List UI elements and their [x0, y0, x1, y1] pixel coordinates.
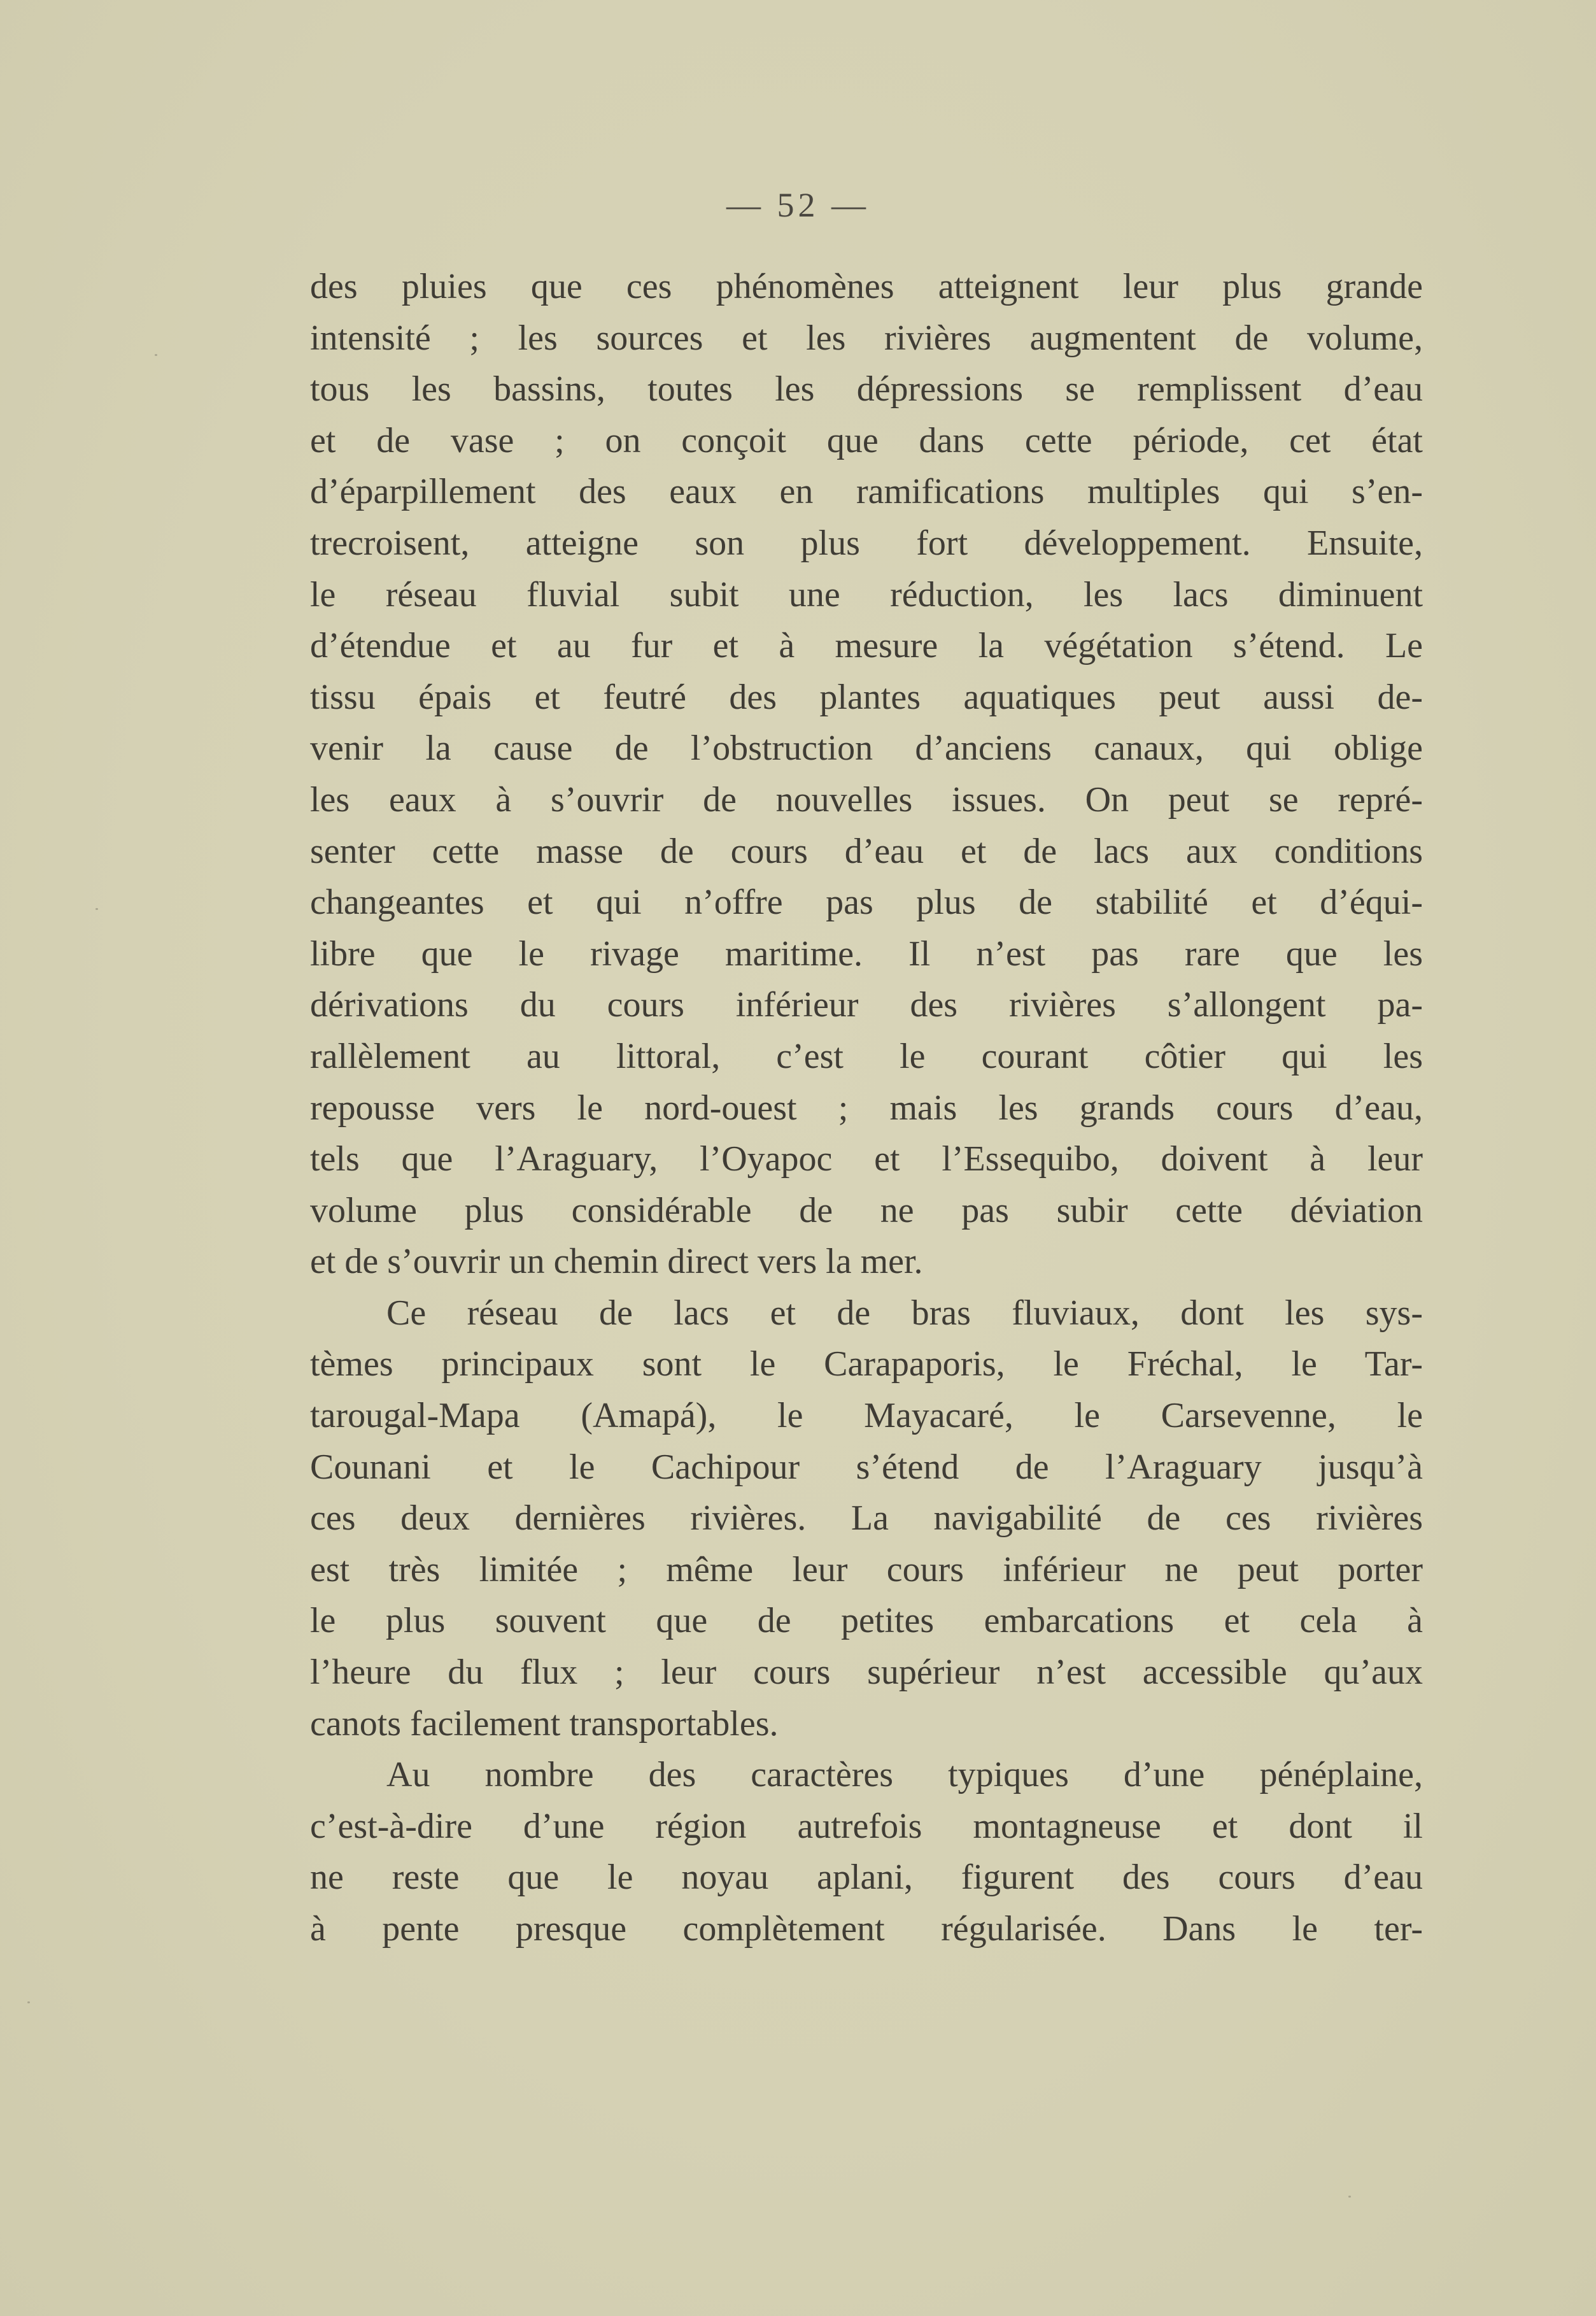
text-line: c’est-à-dire d’une région autrefois montagneuse et dont il [310, 1806, 1423, 1846]
text-line: tissu épais et feutré des plantes aquatiques peut aussi de- [310, 677, 1423, 717]
text-line: ces deux dernières rivières. La navigabilité de ces rivières [310, 1498, 1423, 1538]
paper-speck [155, 354, 157, 356]
paper-speck [1348, 2196, 1351, 2198]
text-line: tous les bassins, toutes les dépressions se remplissent d’eau [310, 369, 1423, 409]
text-line: libre que le rivage maritime. Il n’est pas rare que les [310, 934, 1423, 974]
text-line: tarougal-Mapa (Amapá), le Mayacaré, le Carsevenne, le [310, 1396, 1423, 1436]
text-line: à pente presque complètement régularisée. Dans le ter- [310, 1909, 1423, 1949]
text-line: rallèlement au littoral, c’est le courant côtier qui les [310, 1036, 1423, 1076]
text-line: et de vase ; on conçoit que dans cette période, cet état [310, 420, 1423, 460]
text-line: les eaux à s’ouvrir de nouvelles issues. On peut se repré- [310, 779, 1423, 820]
text-line: repousse vers le nord-ouest ; mais les grands cours d’eau, [310, 1088, 1423, 1128]
text-line: dérivations du cours inférieur des rivières s’allongent pa- [310, 985, 1423, 1025]
text-line: des pluies que ces phénomènes atteignent leur plus grande [310, 267, 1423, 306]
text-line: tels que l’Araguary, l’Oyapoc et l’Essequibo, doivent à leur [310, 1139, 1423, 1179]
text-line: changeantes et qui n’offre pas plus de stabilité et d’équi- [310, 883, 1423, 923]
text-line: l’heure du flux ; leur cours supérieur n’est accessible qu’aux [310, 1652, 1423, 1693]
text-line: Au nombre des caractères typiques d’une pénéplaine, [386, 1755, 1423, 1795]
text-line: d’éparpillement des eaux en ramifications multiples qui s’en- [310, 472, 1423, 512]
text-line: volume plus considérable de ne pas subir cette déviation [310, 1190, 1423, 1230]
paper-speck [27, 2001, 30, 2003]
text-line: est très limitée ; même leur cours inférieur ne peut porter [310, 1549, 1423, 1589]
page-number: — 52 — [726, 186, 870, 224]
text-line: et de s’ouvrir un chemin direct vers la mer. [310, 1242, 923, 1282]
body-text [310, 261, 1423, 1955]
text-line: canots facilement transportables. [310, 1703, 779, 1744]
text-line: d’étendue et au fur et à mesure la végétation s’étend. Le [310, 626, 1423, 666]
text-line: le plus souvent que de petites embarcations et cela à [310, 1601, 1423, 1641]
text-line: le réseau fluvial subit une réduction, les lacs diminuent [310, 574, 1423, 615]
text-line: tèmes principaux sont le Carapaporis, le Fréchal, le Tar- [310, 1344, 1423, 1384]
text-line: intensité ; les sources et les rivières augmentent de volume, [310, 318, 1423, 358]
text-line: trecroisent, atteigne son plus fort développement. Ensuite, [310, 523, 1423, 563]
text-line: venir la cause de l’obstruction d’anciens canaux, qui oblige [310, 728, 1423, 769]
text-line: Counani et le Cachipour s’étend de l’Araguary jusqu’à [310, 1447, 1423, 1487]
text-line: ne reste que le noyau aplani, figurent des cours d’eau [310, 1858, 1423, 1898]
text-line: Ce réseau de lacs et de bras fluviaux, dont les sys- [386, 1293, 1423, 1333]
paper-speck [95, 908, 98, 910]
text-line: senter cette masse de cours d’eau et de lacs aux conditions [310, 831, 1423, 871]
